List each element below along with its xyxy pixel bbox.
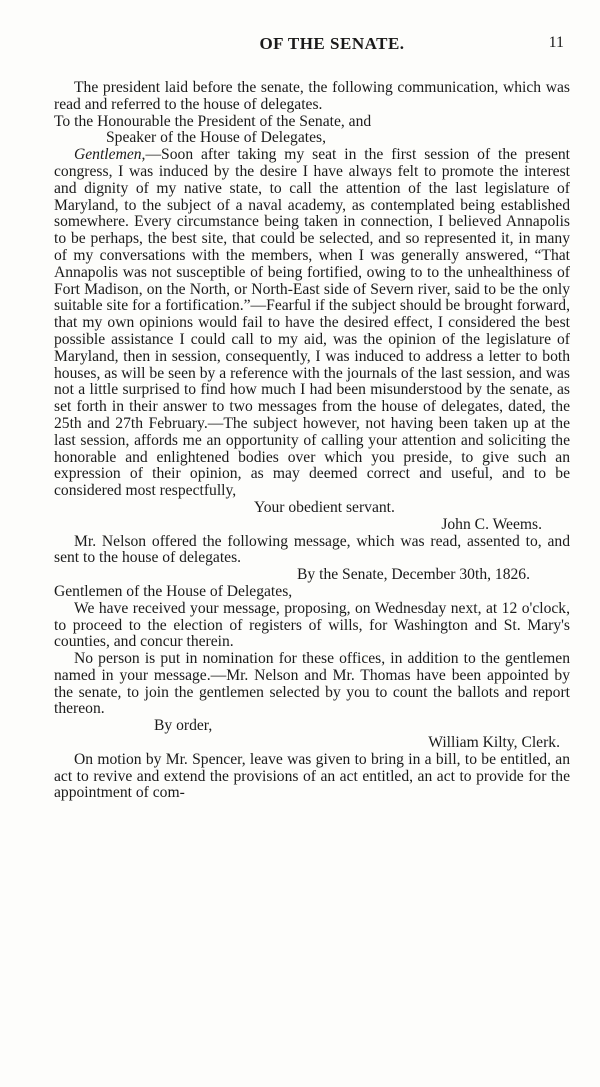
- letter-text: —Soon after taking my seat in the first session of the present congress, I was induced by the desire I have always felt to promote the interest and dignity of my native state, to call the attention of the last legislature of Maryland, to the subject of a naval academy, as contemplated being established somewhere. Every circumstance being taken in connection, I believed Annapolis to be perhaps, the best site, that could be selected, and so represented it, in many of my conversations with the members, when I was generally answered, “That Annapolis was not susceptible of being fortified, owing to to the unhealthiness of Fort Madison, on the North, or North-East side of Severn river, said to be the only suitable site for a fortification.”—Fearful if the subject should be brought forward, that my own opinions would fail to have the desired effect, I considered the best possible assistance I could call to my aid, was the opinion of the legislature of Maryland, then in session, consequently, I was induced to address a letter to both houses, as will be seen by a reference with the journals of the last session, and was not a little surprised to find how much I had been misunderstood by the senate, as set forth in their answer to two messages from the house of delegates, dated, the 25th and 27th February.—The subject however, not having been taken up at the last session, affords me an opportunity of calling your attention and soliciting the honorable and enlightened bodies over which you preside, to give such an expression of their opinion, as may deemed correct and useful, and to be considered most respectfully,: [54, 146, 570, 500]
- salutation: Gentlemen,: [74, 146, 146, 164]
- intro-paragraph: The president laid before the senate, the following communication, which was read and referred to the house of delegates.: [54, 79, 570, 113]
- page-header: [54, 34, 570, 58]
- motion-spencer: On motion by Mr. Spencer, leave was given to bring in a bill, to be entitled, an act to revive and extend the provisions of an act entitled, an act to provide for the appointment of com-: [54, 750, 570, 802]
- signature-kilty: William Kilty, Clerk.: [428, 734, 560, 752]
- message-paragraph-1: We have received your message, proposing, on Wednesday next, at 12 o'clock, to proceed to the election of registers of wills, for Washington and St. Mary's counties, and concur therein.: [54, 599, 570, 651]
- addressee-line-2: Speaker of the House of Delegates,: [106, 129, 326, 147]
- dateline: By the Senate, December 30th, 1826.: [297, 566, 530, 584]
- closing: Your obedient servant.: [254, 498, 395, 516]
- addressee-line-1: To the Honourable the President of the Senate, and: [54, 112, 372, 130]
- letter-paragraph: [54, 147, 570, 500]
- message-paragraph-2: No person is put in nomination for these offices, in addition to the gentlemen named in your message.—Mr. Nelson and Mr. Thomas have been appointed by the senate, to join the gentlemen selected by you to count the ballots and report thereon.: [54, 650, 570, 718]
- signature-weems: John C. Weems.: [441, 515, 542, 533]
- by-order: By order,: [154, 717, 213, 735]
- motion-nelson: Mr. Nelson offered the following message, which was read, assented to, and sent to the house of delegates.: [54, 532, 570, 567]
- running-title: OF THE SENATE.: [259, 34, 405, 53]
- page-number: 11: [548, 34, 564, 51]
- salutation-delegates: Gentlemen of the House of Delegates,: [54, 582, 293, 600]
